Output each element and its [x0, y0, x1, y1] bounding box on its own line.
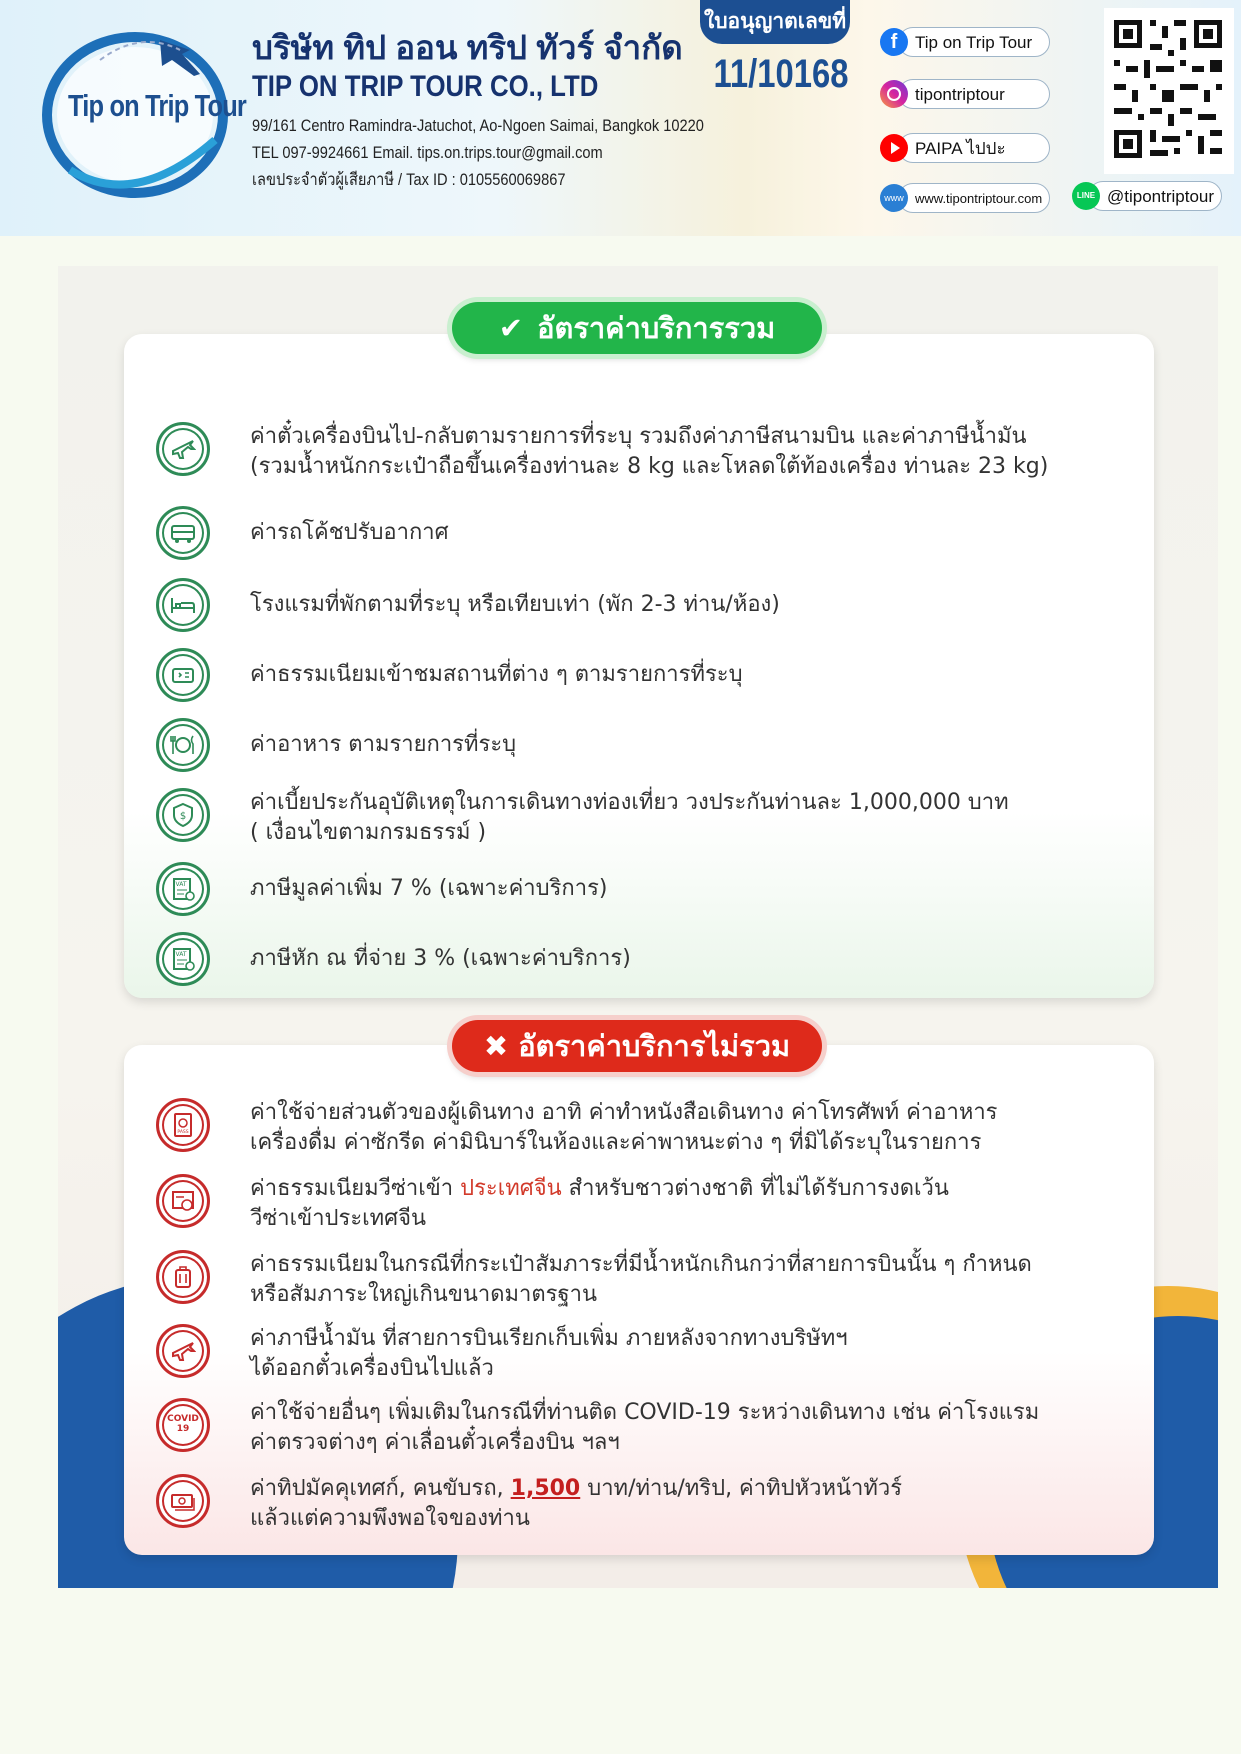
- included-item: [156, 648, 1156, 702]
- company-info: [252, 28, 777, 193]
- included-item-text: ค่าเบี้ยประกันอุบัติเหตุในการเดินทางท่องเที่ยว วงประกันท่านละ 1,000,000 บาท ( เงื่อนไขตามกรมธรรม์ ): [250, 790, 1009, 845]
- included-item-text: ค่าตั๋วเครื่องบินไป-กลับตามรายการที่ระบุ รวมถึงค่าภาษีสนามบิน และค่าภาษีน้ำมัน (รวมน้ำหนักกระเป๋าถือขึ้นเครื่องท่านละ 8 kg และโหลดใต้ท้องเครื่อง ท่านละ 23 kg): [250, 424, 1049, 479]
- excluded-item-text: ค่าใช้จ่ายอื่นๆ เพิ่มเติมในกรณีที่ท่านติด COVID-19 ระหว่างเดินทาง เช่น ค่าโรงแรม ค่าตรวจต่างๆ ค่าเลื่อนตั๋วเครื่องบิน ฯลฯ: [250, 1400, 1040, 1455]
- ticket-icon: [156, 648, 210, 702]
- x-icon: ✖: [483, 1029, 509, 1063]
- social-facebook[interactable]: [880, 24, 1060, 60]
- excluded-item: [156, 1398, 1156, 1460]
- included-item-text: ค่าธรรมเนียมเข้าชมสถานที่ต่าง ๆ ตามรายการที่ระบุ: [250, 662, 743, 687]
- included-item: [156, 788, 1156, 848]
- facebook-label: Tip on Trip Tour: [898, 27, 1050, 57]
- youtube-label: PAIPA ไปปะ: [898, 133, 1050, 163]
- qr-code: [1104, 8, 1234, 174]
- letterhead: [0, 0, 1241, 236]
- included-item: [156, 506, 1156, 560]
- company-name-th: บริษัท ทิป ออน ทริป ทัวร์ จำกัด: [252, 29, 683, 66]
- license-label: ใบอนุญาตเลขที่: [700, 0, 850, 44]
- social-line[interactable]: [1072, 180, 1222, 216]
- bus-icon: [156, 506, 210, 560]
- included-item-text: ค่าอาหาร ตามรายการที่ระบุ: [250, 732, 517, 757]
- excluded-item: [156, 1174, 1156, 1236]
- youtube-icon: [880, 134, 908, 162]
- included-title-badge: [452, 302, 822, 354]
- airplane-icon: [156, 1324, 210, 1378]
- money-icon: [156, 1474, 210, 1528]
- excluded-item-text: ค่าทิปมัคคุเทศก์, คนขับรถ, 1,500 บาท/ท่าน/ทริป, ค่าทิปหัวหน้าทัวร์ แล้วแต่ความพึงพอใจของท่าน: [250, 1476, 903, 1531]
- meal-icon: [156, 718, 210, 772]
- check-icon: ✔: [498, 311, 524, 345]
- social-instagram[interactable]: [880, 76, 1060, 112]
- insurance-icon: [156, 788, 210, 842]
- included-item: [156, 578, 1156, 632]
- svg-text:VAT: VAT: [175, 951, 187, 958]
- line-icon: LINE: [1072, 182, 1100, 210]
- included-item-text: ค่ารถโค้ชปรับอากาศ: [250, 520, 449, 545]
- social-youtube[interactable]: [880, 130, 1060, 166]
- excluded-item: [156, 1250, 1156, 1312]
- covid-icon: COVID 19: [156, 1398, 210, 1452]
- included-item: [156, 932, 1156, 986]
- included-item: [156, 862, 1156, 916]
- included-item-text: โรงแรมที่พักตามที่ระบุ หรือเทียบเท่า (พัก 2-3 ท่าน/ห้อง): [250, 592, 780, 617]
- company-contact: TEL 097-9924661 Email. tips.on.trips.tour@gmail.com: [252, 143, 603, 162]
- included-title: อัตราค่าบริการรวม: [537, 311, 776, 345]
- svg-text:PASS: PASS: [177, 1130, 189, 1135]
- excluded-item: [156, 1324, 1156, 1386]
- included-item-text: ภาษีมูลค่าเพิ่ม 7 % (เฉพาะค่าบริการ): [250, 876, 608, 901]
- included-item: [156, 422, 1156, 482]
- excluded-item-text: ค่าธรรมเนียมวีซ่าเข้า ประเทศจีน สำหรับชาวต่างชาติ ที่ไม่ได้รับการงดเว้น วีซ่าเข้าประเทศจีน: [250, 1176, 949, 1231]
- company-name-en: TIP ON TRIP TOUR CO., LTD: [252, 70, 599, 103]
- luggage-icon: [156, 1250, 210, 1304]
- website-label: www.tipontriptour.com: [898, 183, 1050, 213]
- instagram-icon: [880, 80, 908, 108]
- vat-icon: [156, 862, 210, 916]
- included-item-text: ภาษีหัก ณ ที่จ่าย 3 % (เฉพาะค่าบริการ): [250, 946, 631, 971]
- svg-text:$: $: [179, 811, 187, 822]
- company-address: 99/161 Centro Ramindra-Jatuchot, Ao-Ngoen Saimai, Bangkok 10220: [252, 116, 704, 135]
- excluded-item-text: ค่าภาษีน้ำมัน ที่สายการบินเรียกเก็บเพิ่ม ภายหลังจากทางบริษัทฯ ได้ออกตั๋วเครื่องบินไปแล้ว: [250, 1326, 848, 1381]
- website-icon: www: [880, 184, 908, 212]
- excluded-item: [156, 1474, 1156, 1536]
- svg-text:VAT: VAT: [175, 881, 187, 888]
- country-highlight: ประเทศจีน: [460, 1176, 562, 1201]
- excluded-item-text: ค่าใช้จ่ายส่วนตัวของผู้เดินทาง อาทิ ค่าทำหนังสือเดินทาง ค่าโทรศัพท์ ค่าอาหาร เครื่องดื่ม ค่าซักรีด ค่ามินิบาร์ในห้องและค่าพาหนะต่าง ๆ ที่มิได้ระบุในรายการ: [250, 1100, 998, 1155]
- facebook-icon: f: [880, 28, 908, 56]
- tip-amount: 1,500: [510, 1476, 581, 1501]
- line-label: @tipontriptour: [1088, 181, 1222, 211]
- instagram-label: tipontriptour: [898, 79, 1050, 109]
- passport-icon: [156, 1098, 210, 1152]
- airplane-icon: [156, 422, 210, 476]
- logo-text: Tip on Trip Tour: [68, 88, 246, 123]
- company-tax-id: เลขประจำตัวผู้เสียภาษี / Tax ID : 0105560069867: [252, 170, 566, 189]
- vat-icon: [156, 932, 210, 986]
- excluded-item: [156, 1098, 1156, 1160]
- license-number: 11/10168: [713, 52, 849, 96]
- excluded-item-text: ค่าธรรมเนียมในกรณีที่กระเป๋าสัมภาระที่มีน้ำหนักเกินกว่าที่สายการบินนั้น ๆ กำหนด หรือสัมภาระใหญ่เกินขนาดมาตรฐาน: [250, 1252, 1032, 1307]
- excluded-title-badge: [452, 1020, 822, 1072]
- excluded-title: อัตราค่าบริการไม่รวม: [518, 1029, 791, 1063]
- included-item: [156, 718, 1156, 772]
- social-website[interactable]: [880, 180, 1060, 216]
- visa-icon: [156, 1174, 210, 1228]
- bed-icon: [156, 578, 210, 632]
